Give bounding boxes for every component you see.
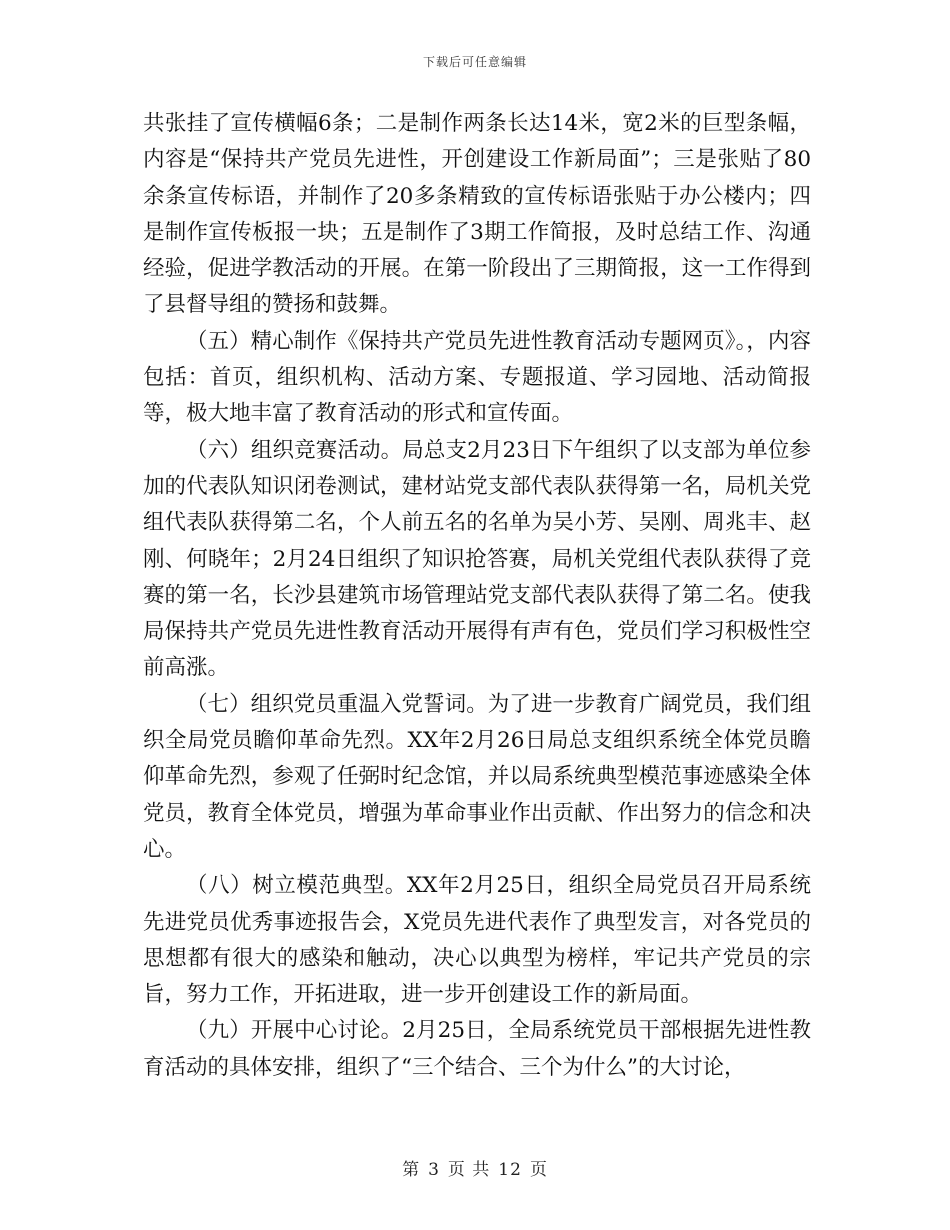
paragraph-item-6: （六）组织竞赛活动。局总支2月23日下午组织了以支部为单位参加的代表队知识闭卷测试，建材站党支部代表队获得第一名，局机关党组代表队获得第二名，个人前五名的名单为吴小芳、吴刚、周兆丰、赵刚、何晓年；2月24日组织了知识抢答赛，局机关党组代表队获得了竞赛的第一名，长沙县建筑市场管理站党支部代表队获得了第二名。使我局保持共产党员先进性教育活动开展得有声有色，党员们学习积极性空前高涨。 (143, 437, 811, 681)
document-body (143, 106, 811, 1086)
paragraph-item-8: （八）树立模范典型。XX年2月25日，组织全局党员召开局系统先进党员优秀事迹报告会，X党员先进代表作了典型发言，对各党员的思想都有很大的感染和触动，决心以典型为榜样，牢记共产党员的宗旨，努力工作，开拓进取，进一步开创建设工作的新局面。 (143, 873, 811, 1008)
footer-prefix: 第 (402, 1160, 421, 1180)
page-footer (0, 1155, 950, 1180)
footer-suffix: 页 (529, 1160, 548, 1180)
paragraph-item-5: （五）精心制作《保持共产党员先进性教育活动专题网页》。，内容包括：首页，组织机构、活动方案、专题报道、学习园地、活动简报等，极大地丰富了教育活动的形式和宣传面。 (143, 328, 811, 427)
current-page-number: 3 (428, 1160, 440, 1180)
paragraph-continuation: 共张挂了宣传横幅6条；二是制作两条长达14米，宽2米的巨型条幅，内容是“保持共产党员先进性，开创建设工作新局面”；三是张贴了80余条宣传标语，并制作了20多条精致的宣传标语张贴于办公楼内；四是制作宣传板报一块；五是制作了3期工作简报，及时总结工作、沟通经验，促进学教活动的开展。在第一阶段出了三期简报，这一工作得到了县督导组的赞扬和鼓舞。 (143, 111, 811, 318)
paragraph-item-9: （九）开展中心讨论。2月25日，全局系统党员干部根据先进性教育活动的具体安排，组织了“三个结合、三个为什么”的大讨论， (143, 1018, 811, 1080)
total-page-count: 12 (498, 1160, 522, 1180)
page-header-note: 下载后可任意编辑 (422, 55, 527, 69)
footer-middle: 页 共 (447, 1160, 491, 1180)
paragraph-item-7: （七）组织党员重温入党誓词。为了进一步教育广阔党员，我们组织全局党员瞻仰革命先烈。XX年2月26日局总支组织系统全体党员瞻仰革命先烈，参观了任弼时纪念馆，并以局系统典型模范事迹感染全体党员，教育全体党员，增强为革命事业作出贡献、作出努力的信念和决心。 (143, 691, 811, 862)
